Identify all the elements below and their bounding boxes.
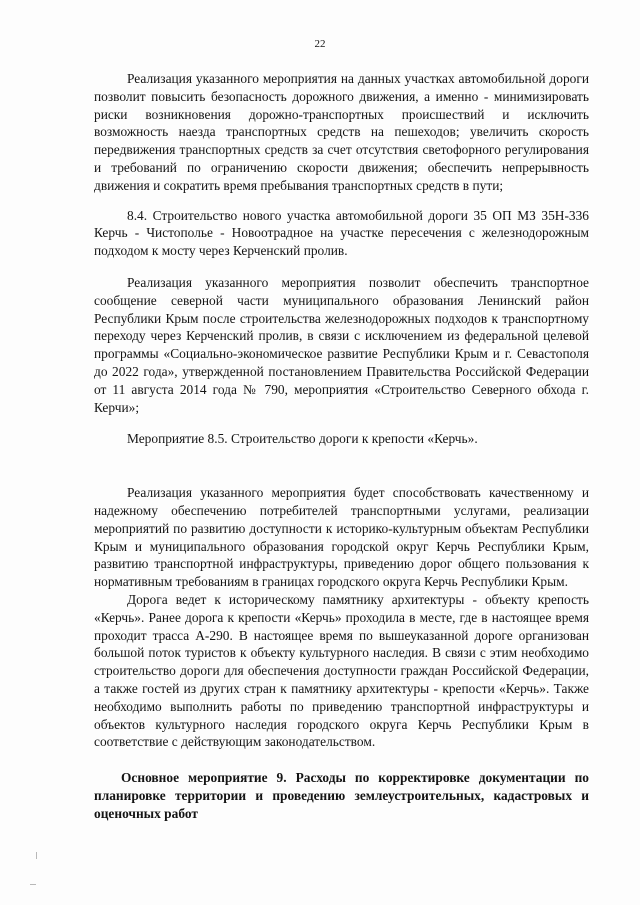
paragraph-measure-8-4: 8.4. Строительство нового участка автомобильной дороги 35 ОП МЗ 35Н-336 Керчь - Чистополье - Новоотрадное на участке пересечения с железнодорожным подходом к мосту через Керченский пролив.	[94, 207, 589, 259]
scan-mark	[36, 852, 37, 859]
paragraph-measure-8-5-title: Мероприятие 8.5. Строительство дороги к крепости «Керчь».	[127, 431, 478, 447]
page-number: 22	[314, 38, 326, 50]
paragraph-safety-benefits: Реализация указанного мероприятия на данных участках автомобильной дороги позволит повысить безопасность дорожного движения, а именно - минимизировать риски возникновения дорожно-транспортных происшествий и исключить возможность наезда транспортных средств на пешеходов; увеличить скорость передвижения транспортных средств за счет отсутствия светофорного регулирования и требований по ограничению скорости движения; обеспечить непрерывность движения и сократить время пребывания транспортных средств в пути;	[94, 71, 589, 193]
paragraph-fortress-road: Дорога ведет к историческому памятнику архитектуры - объекту крепость «Керчь». Ранее дорога к крепости «Керчь» проходила в месте, где в настоящее время проходит трасса А-290. В настоящее время по вышеуказанной дороге организован большой поток туристов к объекту культурного наследия. В связи с этим необходимо строительство дороги для обеспечения доступности граждан Российской Федерации, а также гостей из других стран к памятнику архитектуры - крепости «Керчь». Также необходимо выполнить работы по приведению транспортной инфраструктуры и объектов культурного наследия городского округа Керчь Республики Крым в соответствие с действующим законодательством.	[94, 591, 589, 750]
scan-mark	[30, 884, 36, 885]
page-body	[94, 70, 589, 822]
paragraph-measure-8-4-description: Реализация указанного мероприятия позволит обеспечить транспортное сообщение северной части муниципального образования Ленинский район Республики Крым после строительства железнодорожных подходов к транспортному переходу через Керченский пролив, в связи с исключением из федеральной целевой программы «Социально-экономическое развитие Республики Крым и г. Севастополя до 2022 года», утвержденной постановлением Правительства Российской Федерации от 11 августа 2014 года № 790, мероприятия «Строительство Северного обхода г. Керчи»;	[94, 274, 589, 415]
section-heading-measure-9: Основное мероприятие 9. Расходы по корректировке документации по планировке территории и проведению землеустроительных, кадастровых и оценочных работ	[94, 770, 589, 821]
paragraph-measure-8-5-description: Реализация указанного мероприятия будет способствовать качественному и надежному обеспечению потребителей транспортными услугами, реализации мероприятий по развитию доступности к историко-культурным объектам Республики Крым и муниципального образования городской округ Керчь Республики Крым, развитию транспортной инфраструктуры, приведению дорог общего пользования к нормативным требованиям в границах городского округа Керчь Республики Крым.	[94, 485, 589, 590]
